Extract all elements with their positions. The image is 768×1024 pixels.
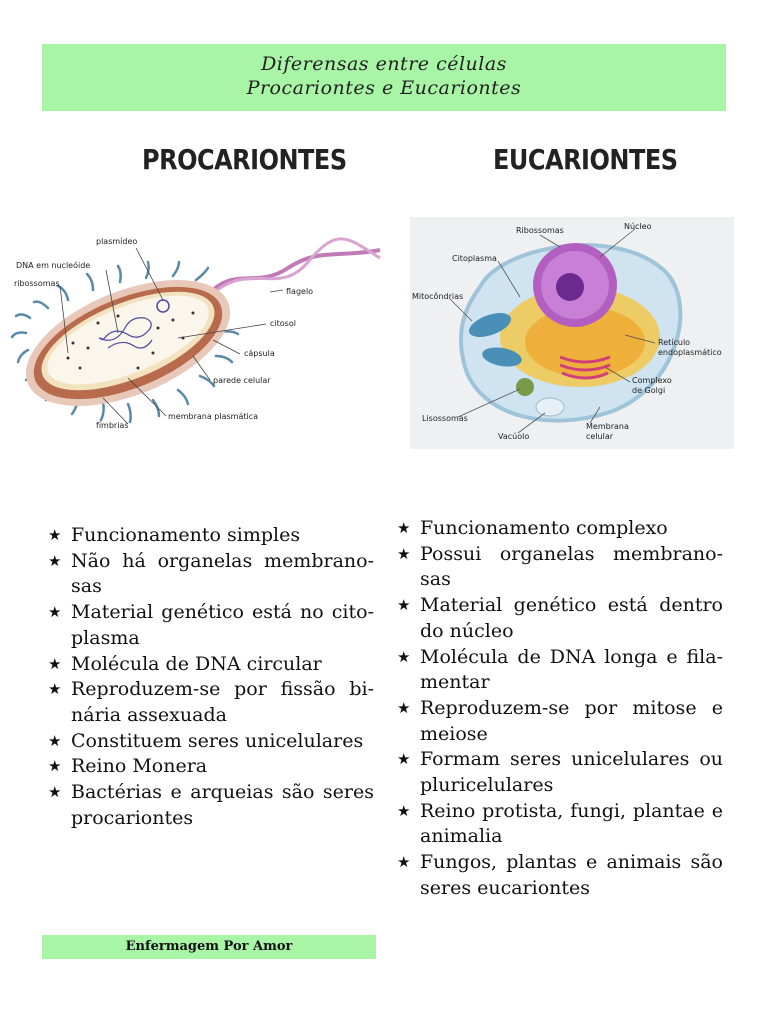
label-mitochondria: Mitocôndrias	[412, 292, 464, 301]
label-vacuole: Vacúolo	[498, 432, 530, 441]
list-item: ★ Bactérias e arqueias são seres procariontes	[48, 781, 374, 829]
label-cytoplasm: Citoplasma	[452, 254, 497, 263]
title-line-1: Diferensas entre células	[261, 53, 507, 75]
star-icon: ★	[397, 596, 411, 615]
star-icon: ★	[48, 757, 62, 776]
list-item: ★ Reproduzem-se por fissão bi-nária assexuada	[48, 678, 374, 726]
label-capsule: cápsula	[244, 349, 275, 358]
eukaryote-illustration	[410, 217, 734, 449]
list-item: ★ Funcionamento simples	[44, 523, 374, 549]
title-banner	[42, 44, 726, 111]
label-plasma-membrane: membrana plasmática	[168, 412, 259, 421]
label-cell-membrane-line1: Membrana	[586, 422, 629, 431]
eukaryote-facts-list	[393, 516, 723, 902]
heading-eucariontes: EUCARIONTES	[493, 143, 678, 177]
label-er-line1: Retículo	[658, 338, 691, 347]
star-icon: ★	[397, 750, 411, 769]
title-line-2: Procariontes e Eucariontes	[246, 77, 522, 99]
list-item: ★ Fungos, plantas e animais são seres eucariontes	[397, 851, 723, 899]
star-icon: ★	[48, 731, 62, 750]
label-nucleus: Núcleo	[624, 222, 652, 231]
label-cytosol: citosol	[270, 319, 296, 328]
list-item: ★ Molécula de DNA circular	[44, 652, 374, 678]
star-icon: ★	[48, 551, 62, 570]
star-icon: ★	[397, 853, 411, 872]
label-dna-nucleoid: DNA em nucleóide	[16, 261, 91, 270]
label-golgi-line2: de Golgi	[632, 386, 666, 395]
star-icon: ★	[397, 801, 411, 820]
list-item: ★ Constituem seres unicelulares	[44, 729, 374, 755]
label-er-line2: endoplasmático	[658, 348, 722, 357]
list-item: ★ Funcionamento complexo	[393, 516, 723, 542]
footer-credit: Enfermagem Por Amor	[42, 935, 376, 959]
list-item: ★ Molécula de DNA longa e fila-mentar	[397, 645, 723, 694]
list-item: ★ Possui organelas membrano-sas	[397, 542, 723, 591]
label-plasmid: plasmídeo	[96, 237, 138, 246]
list-item: ★ Não há organelas membrano-sas	[48, 549, 374, 598]
label-ribosomes: ribossomas	[14, 279, 60, 288]
prokaryote-illustration	[8, 228, 384, 434]
star-icon: ★	[48, 680, 62, 699]
label-fimbriae: fímbrias	[96, 421, 129, 430]
list-item: ★ Material genético está dentro do núcleo	[397, 594, 723, 642]
star-icon: ★	[48, 526, 62, 544]
label-cell-wall: parede celular	[213, 376, 271, 385]
label-euk-ribosomes: Ribossomas	[516, 226, 564, 235]
list-item: ★ Reino protista, fungi, plantae e animalia	[397, 799, 723, 848]
list-item: ★ Reino Monera	[44, 754, 374, 780]
prokaryote-facts-list	[44, 523, 374, 831]
label-cell-membrane-line2: celular	[586, 432, 614, 441]
star-icon: ★	[48, 654, 62, 673]
heading-procariontes: PROCARIONTES	[142, 143, 347, 177]
star-icon: ★	[397, 698, 411, 717]
label-golgi-line1: Complexo	[632, 376, 672, 385]
star-icon: ★	[397, 519, 411, 537]
star-icon: ★	[48, 603, 62, 622]
label-flagellum: flagelo	[286, 287, 314, 296]
star-icon: ★	[397, 647, 411, 666]
star-icon: ★	[48, 783, 62, 802]
list-item: ★ Formam seres unicelulares ou pluricelulares	[397, 748, 723, 797]
star-icon: ★	[397, 544, 411, 563]
label-lysosomes: Lisossomas	[422, 414, 468, 423]
list-item: ★ Reproduzem-se por mitose e meiose	[397, 696, 723, 745]
list-item: ★ Material genético está no cito-plasma	[48, 601, 374, 649]
